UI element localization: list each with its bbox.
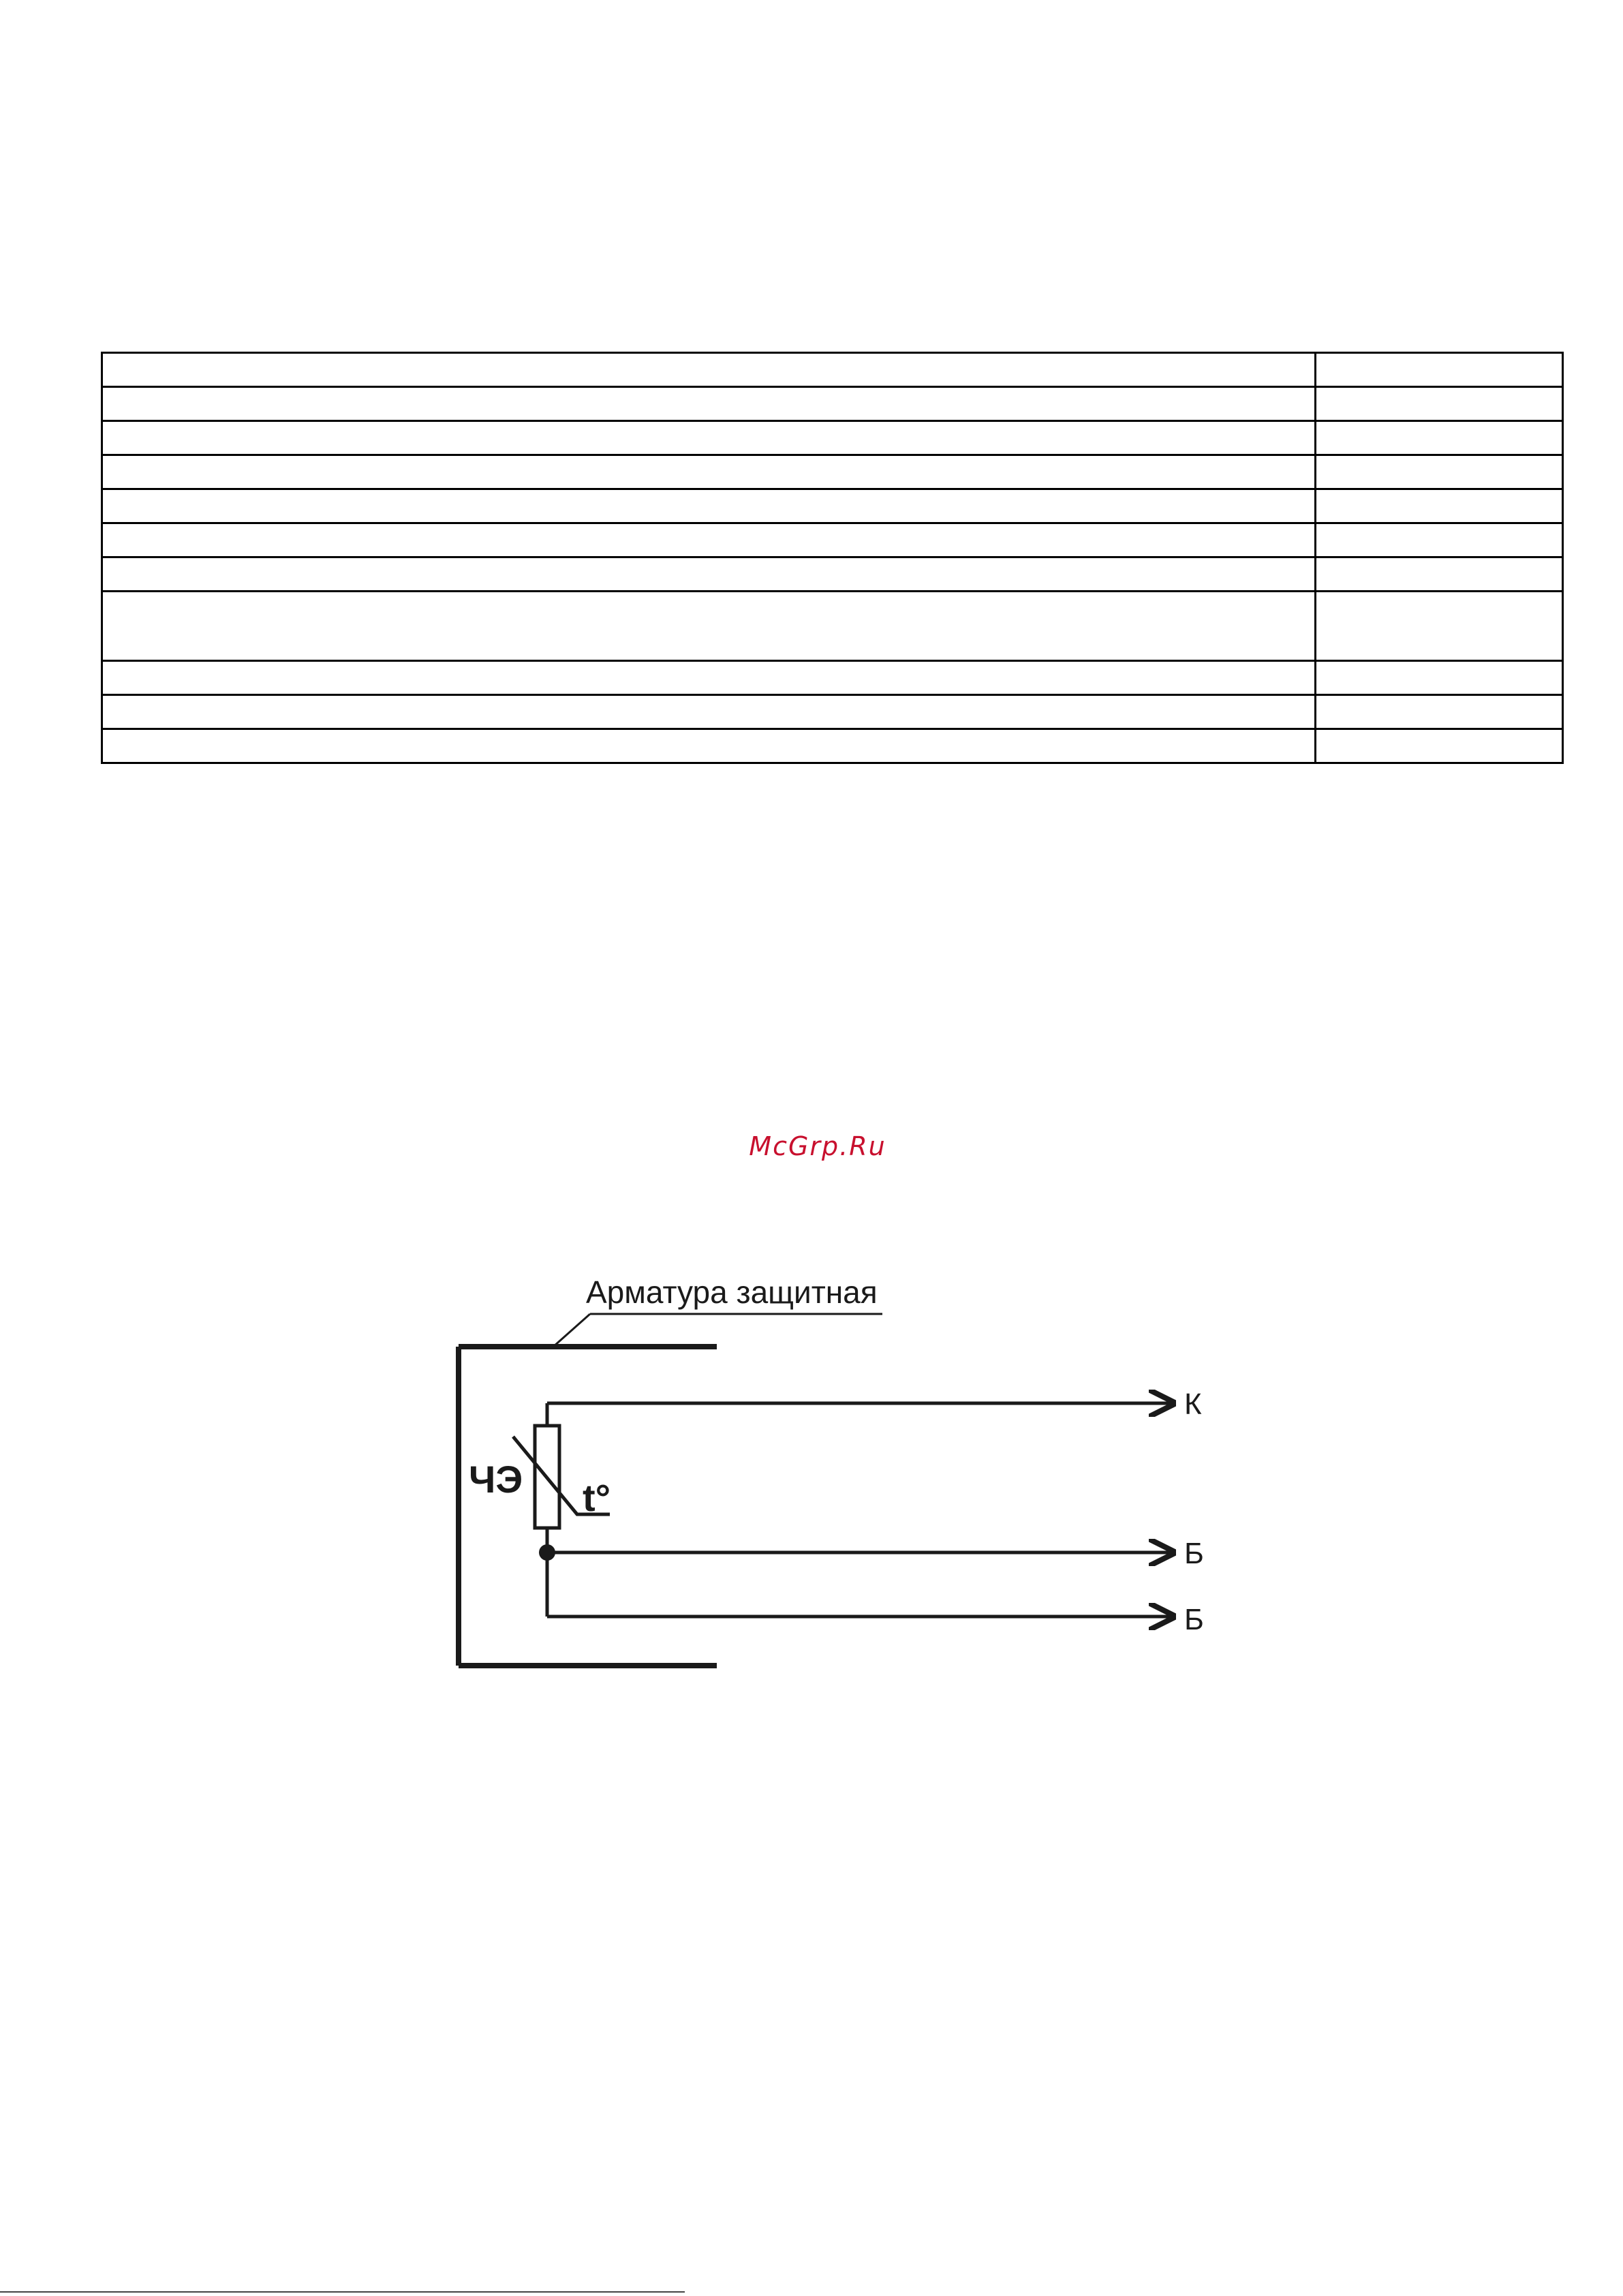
output-wires [547, 1403, 1173, 1617]
terminal-label-b2: Б [1184, 1603, 1204, 1636]
terminal-labels [1184, 1388, 1204, 1636]
temperature-label: t° [583, 1476, 611, 1519]
element-label: ЧЭ [469, 1458, 523, 1501]
terminal-label-k: К [1184, 1388, 1202, 1421]
terminal-label-b1: Б [1184, 1537, 1204, 1570]
armature-callout [553, 1274, 882, 1347]
watermark-text[interactable]: McGrp.Ru [749, 1131, 886, 1161]
sensing-element [469, 1403, 610, 1617]
armature-label: Арматура защитная [586, 1274, 878, 1310]
armature-leader-line [553, 1314, 590, 1347]
page-bottom-rule [0, 2291, 685, 2293]
